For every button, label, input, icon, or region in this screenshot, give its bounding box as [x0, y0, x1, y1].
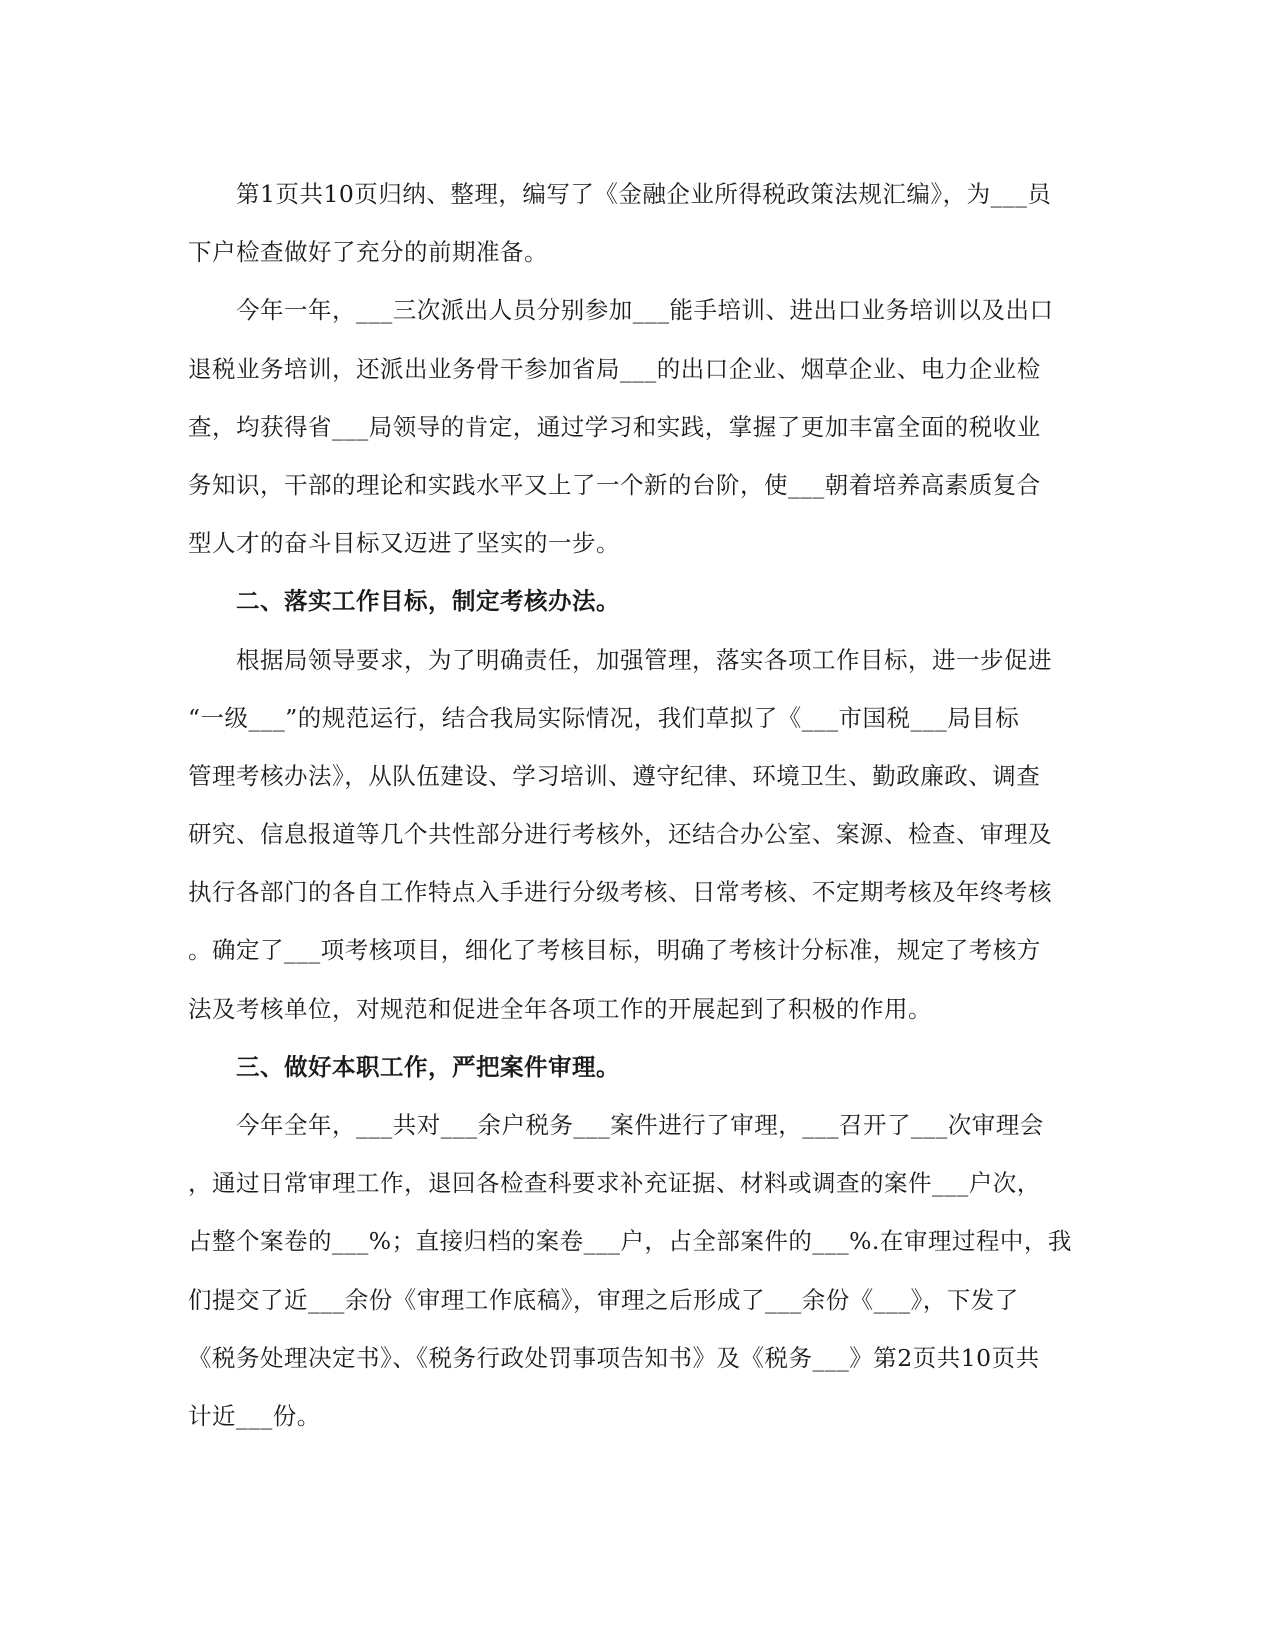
paragraph-line: 务知识，干部的理论和实践水平又上了一个新的台阶，使___朝着培养高素质复合 [188, 470, 1041, 499]
paragraph-line: 下户检查做好了充分的前期准备。 [188, 238, 548, 267]
paragraph-line: 管理考核办法》，从队伍建设、学习培训、遵守纪律、环境卫生、勤政廉政、调查 [188, 761, 1041, 790]
section-heading: 二、落实工作目标，制定考核办法。 [236, 587, 620, 616]
paragraph-line: 研究、信息报道等几个共性部分进行考核外，还结合办公室、案源、检查、审理及 [188, 820, 1052, 849]
paragraph-line: 根据局领导要求，为了明确责任，加强管理，落实各项工作目标，进一步促进 [236, 645, 1052, 674]
paragraph-line: 查，均获得省___局领导的肯定，通过学习和实践，掌握了更加丰富全面的税收业 [188, 412, 1041, 441]
paragraph-line: 第1页共10页归纳、整理，编写了《金融企业所得税政策法规汇编》，为___员 [236, 180, 1052, 208]
paragraph-line: 。确定了___项考核项目，细化了考核目标，明确了考核计分标准，规定了考核方 [188, 936, 1041, 965]
document-body [188, 165, 1088, 1445]
paragraph-line: 们提交了近___余份《审理工作底稿》，审理之后形成了___余份《___》，下发了 [188, 1285, 1019, 1314]
paragraph-line: 今年一年，___三次派出人员分别参加___能手培训、进出口业务培训以及出口 [236, 296, 1054, 325]
paragraph-line: 今年全年，___共对___余户税务___案件进行了审理，___召开了___次审理会 [236, 1111, 1044, 1139]
paragraph-line: 计近___份。 [188, 1401, 321, 1430]
paragraph-line: 执行各部门的各自工作特点入手进行分级考核、日常考核、不定期考核及年终考核 [188, 878, 1052, 907]
section-heading: 三、做好本职工作，严把案件审理。 [236, 1052, 620, 1081]
paragraph-line: 退税业务培训，还派出业务骨干参加省局___的出口企业、烟草企业、电力企业检 [188, 354, 1041, 383]
paragraph-line: ，通过日常审理工作，退回各检查科要求补充证据、材料或调查的案件___户次， [188, 1169, 1041, 1198]
paragraph-line: 型人才的奋斗目标又迈进了坚实的一步。 [188, 529, 620, 558]
paragraph-line: “一级___”的规范运行，结合我局实际情况，我们草拟了《___市国税___局目标 [188, 703, 1020, 732]
paragraph-line: 占整个案卷的___%；直接归档的案卷___户，占全部案件的___%.在审理过程中，我 [188, 1227, 1072, 1256]
paragraph-line: 《税务处理决定书》、《税务行政处罚事项告知书》及《税务___》第2页共10页共 [188, 1343, 1040, 1372]
paragraph-line: 法及考核单位，对规范和促进全年各项工作的开展起到了积极的作用。 [188, 994, 932, 1023]
